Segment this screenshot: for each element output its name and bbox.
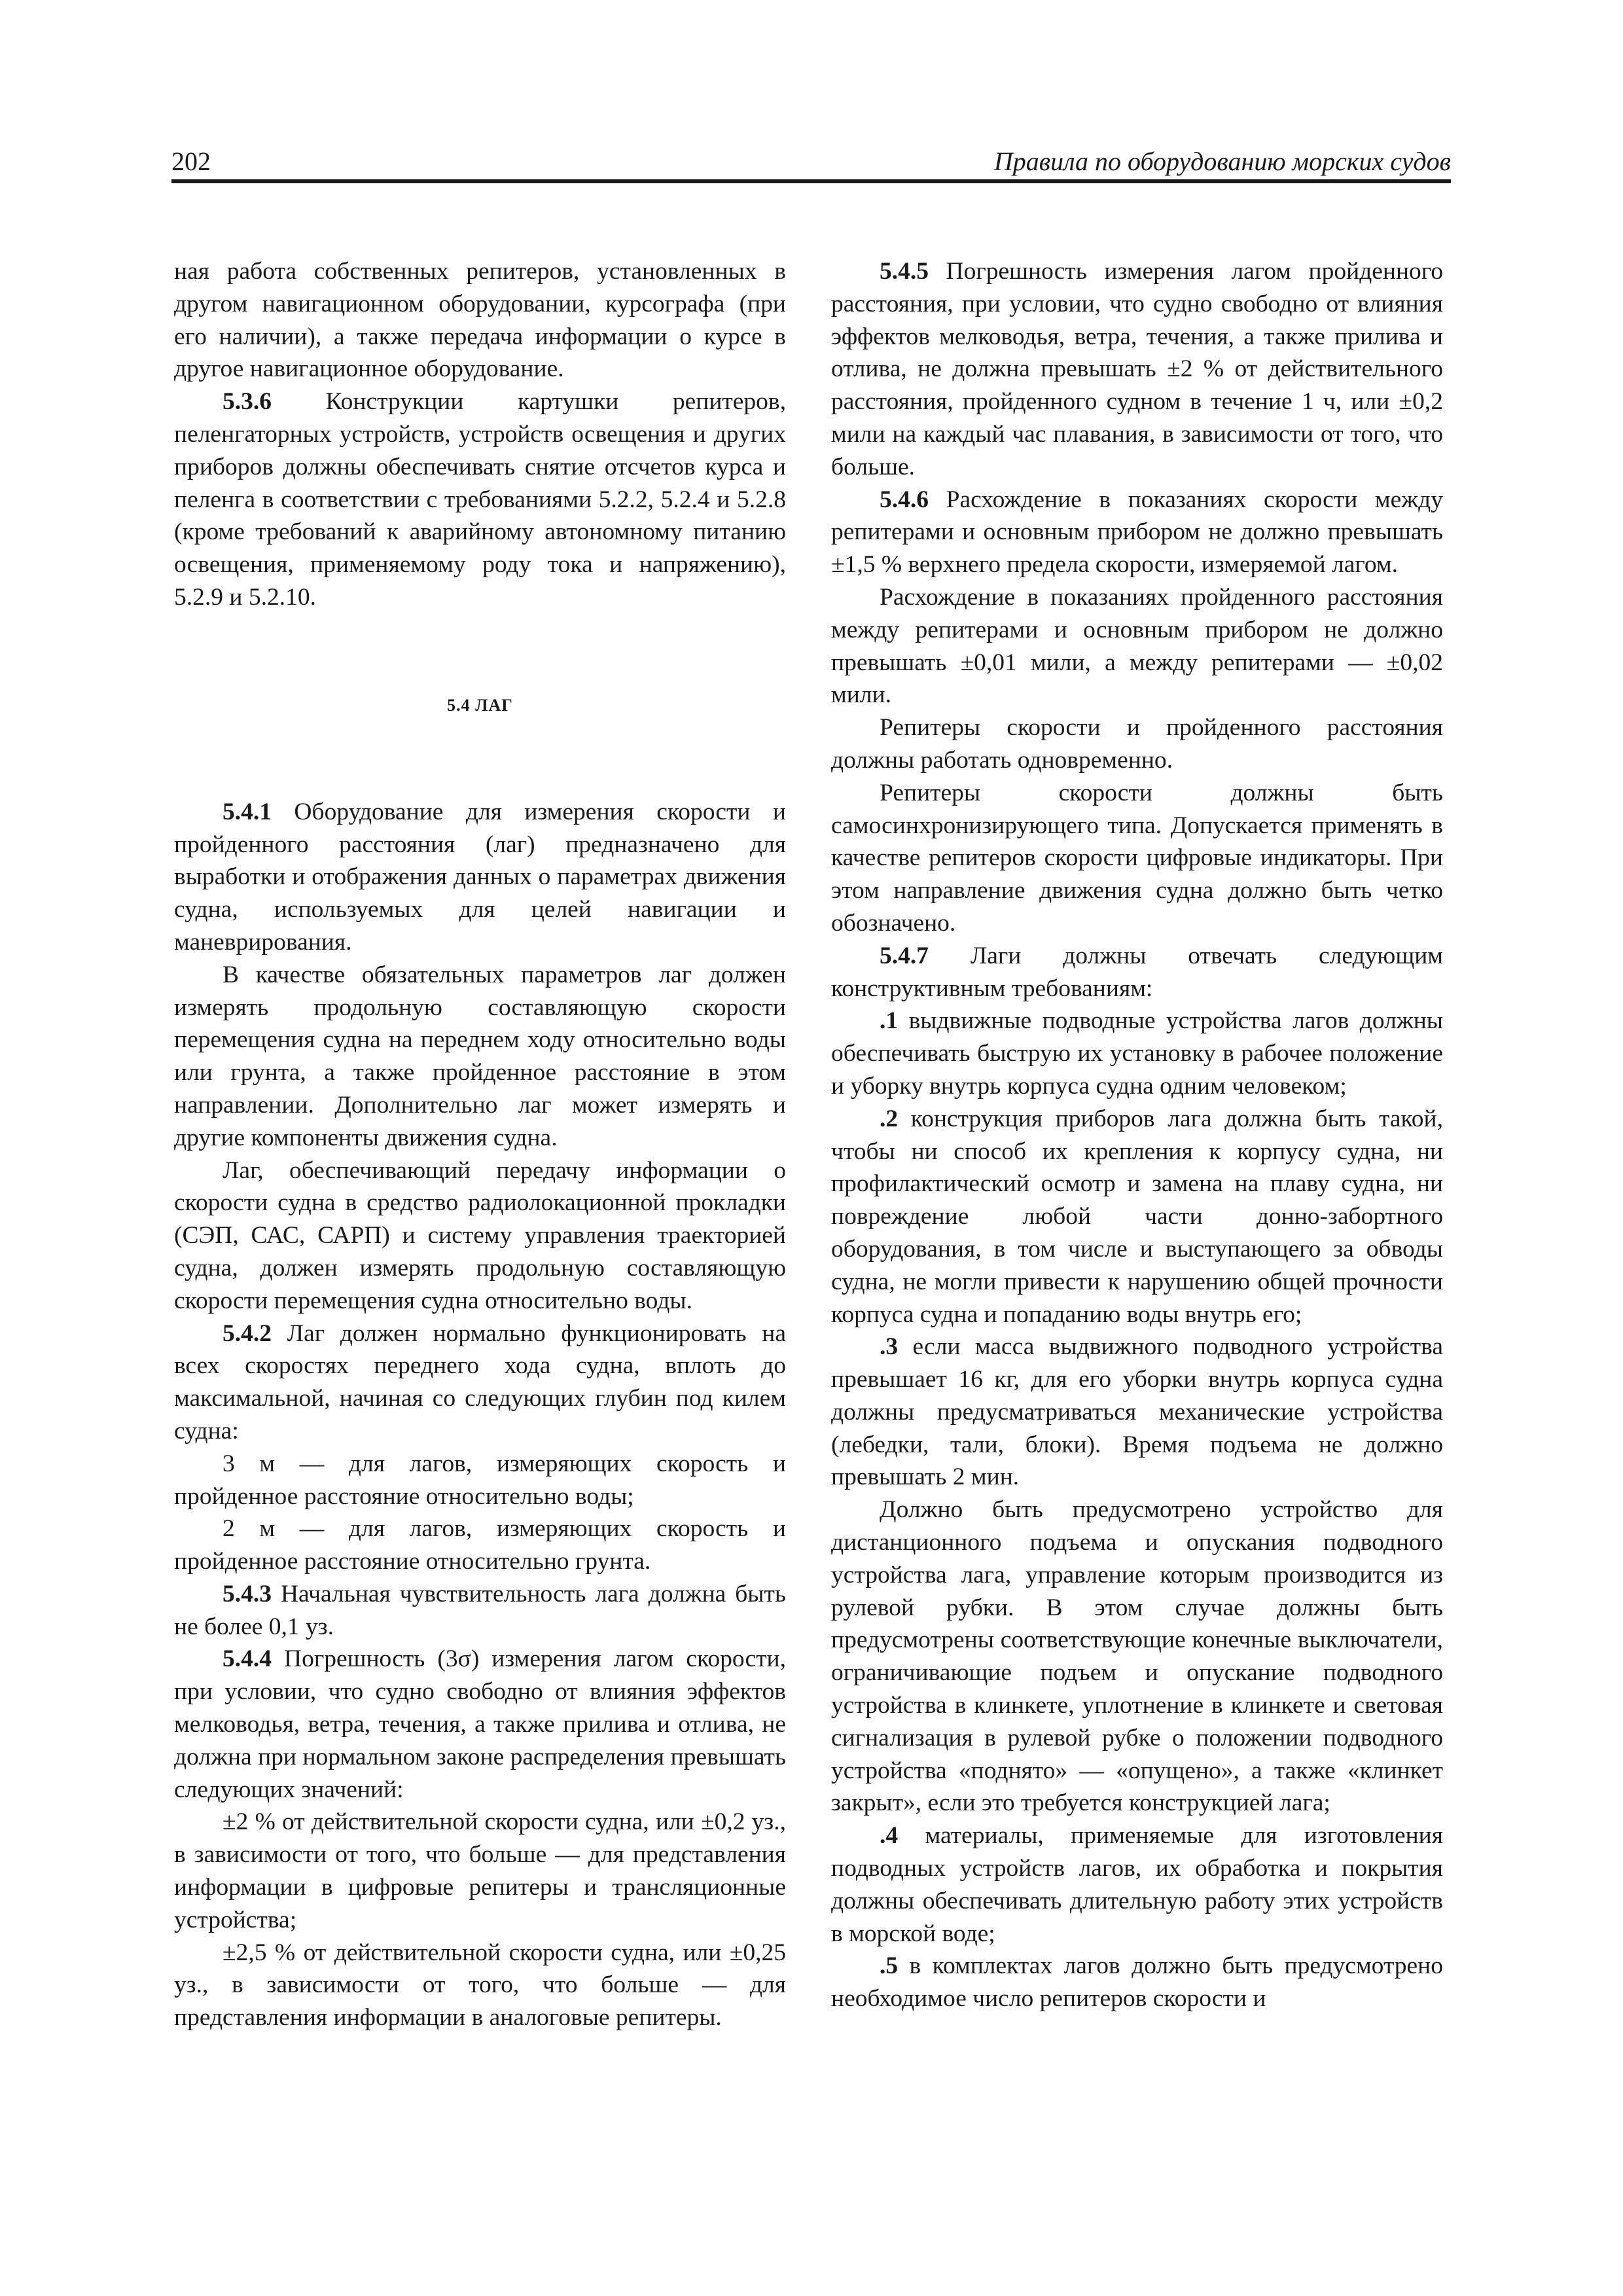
section-heading: 5.4 ЛАГ <box>447 695 513 715</box>
clause-5-4-6 <box>831 484 1443 581</box>
clause-number: 5.4.2 <box>223 1319 272 1347</box>
clause-text: Начальная чувствительность лага должна быть не более 0,1 уз. <box>174 1580 786 1640</box>
clause-text: Погрешность измерения лагом пройденного расстояния, при условии, что судно свободно от влияния эффектов мелководья, ветра, течения, а также прилива и отлива, не должна превышать ±2 % от действительного расстояния, пройденного судном в течение 1 ч, или ±0,2 мили на каждый час плавания, в зависимости от того, что больше. <box>831 258 1443 480</box>
paragraph: ±2 % от действительной скорости судна, или ±0,2 уз., в зависимости от того, что больше — для представления информации в цифровые репитеры и трансляционные устройства; <box>174 1808 786 1933</box>
item-number: .4 <box>880 1822 899 1850</box>
list-item-4 <box>831 1820 1443 1950</box>
clause-number: 5.4.5 <box>880 258 929 285</box>
item-text: если масса выдвижного подводного устройства превышает 16 кг, для его уборки внутрь корпуса судна должны предусматриваться механические устройства (лебедки, тали, блоки). Время подъема не должно превышать 2 мин. <box>831 1333 1443 1491</box>
item-text: материалы, применяемые для изготовления подводных устройств лагов, их обработка и покрытия должны обеспечивать длительную работу этих устройств в морской воде; <box>831 1822 1443 1947</box>
page-header <box>171 143 1451 183</box>
clause-text: Погрешность (3σ) измерения лагом скорости, при условии, что судно свободно от влияния эффектов мелководья, ветра, течения, а также прилива и отлива, не должна при нормальном законе распределения превышать следующих значений: <box>174 1645 786 1803</box>
paragraph: Расхождение в показаниях пройденного расстояния между репитерами и основным прибором не должно превышать ±0,01 мили, а между репитерами — ±0,02 мили. <box>831 583 1443 709</box>
clause-text: Расхождение в показаниях скорости между репитерами и основным прибором не должно превышать ±1,5 % верхнего предела скорости, измеряемой лагом. <box>831 486 1443 579</box>
list-item-1 <box>831 1005 1443 1102</box>
paragraph: 2 м — для лагов, измеряющих скорость и пройденное расстояние относительно грунта. <box>174 1515 786 1575</box>
clause-number: 5.4.4 <box>223 1645 272 1673</box>
item-number: .3 <box>880 1333 899 1361</box>
clause-5-4-1 <box>174 796 786 959</box>
clause-number: 5.4.1 <box>223 798 272 825</box>
clause-text: Оборудование для измерения скорости и пройденного расстояния (лаг) предназначено для выработки и отображения данных о параметрах движения судна, используемых для целей навигации и маневрирования. <box>174 798 786 956</box>
clause-number: 5.4.6 <box>880 486 929 513</box>
item-number: .5 <box>880 1952 899 1980</box>
item-number: .1 <box>880 1007 899 1035</box>
clause-number: 5.4.3 <box>223 1580 272 1607</box>
paragraph: ±2,5 % от действительной скорости судна, или ±0,25 уз., в зависимости от того, что больше — для представления информации в аналоговые репитеры. <box>174 1939 786 2032</box>
clause-5-4-5 <box>831 255 1443 484</box>
clause-5-4-2 <box>174 1318 786 1448</box>
paragraph: В качестве обязательных параметров лаг должен измерять продольную составляющую скорости перемещения судна на переднем ходу относительно воды или грунта, а также пройденное расстояние в этом направлении. Дополнительно лаг может измерять и другие компоненты движения судна. <box>174 961 786 1151</box>
clause-text: Лаги должны отвечать следующим конструктивным требованиям: <box>831 942 1443 1002</box>
clause-5-3-6 <box>174 386 786 614</box>
clause-number: 5.4.7 <box>880 942 929 969</box>
item-text: выдвижные подводные устройства лагов должны обеспечивать быструю их установку в рабочее положение и уборку внутрь корпуса судна одним человеком; <box>831 1007 1443 1100</box>
paragraph: ная работа собственных репитеров, установленных в другом навигационном оборудовании, курсографа (при его наличии), а также передача информации о курсе в другое навигационное оборудование. <box>174 258 786 383</box>
page-number: 202 <box>171 147 211 176</box>
left-column <box>174 255 786 2034</box>
paragraph: 3 м — для лагов, измеряющих скорость и пройденное расстояние относительно воды; <box>174 1450 786 1510</box>
paragraph: Репитеры скорости должны быть самосинхронизирующего типа. Допускается применять в качестве репитеров скорости цифровые индикаторы. При этом направление движения судна должно быть четко обозначено. <box>831 779 1443 937</box>
clause-5-4-7 <box>831 940 1443 1005</box>
item-text: конструкция приборов лага должна быть такой, чтобы ни способ их крепления к корпусу судна, ни профилактический осмотр и замена на плаву судна, ни повреждение любой части донно-забортного оборудования, в том числе и выступающего за обводы судна, не могли привести к нарушению общей прочности корпуса судна и попаданию воды внутрь его; <box>831 1105 1443 1328</box>
clause-number: 5.3.6 <box>223 388 272 416</box>
clause-text: Лаг должен нормально функционировать на всех скоростях переднего хода судна, вплоть до максимальной, начиная со следующих глубин под килем судна: <box>174 1319 786 1444</box>
paragraph: Репитеры скорости и пройденного расстояния должны работать одновременно. <box>831 714 1443 774</box>
clause-5-4-4 <box>174 1643 786 1806</box>
item-text: в комплектах лагов должно быть предусмотрено необходимое число репитеров скорости и <box>831 1952 1443 2013</box>
paragraph: Лаг, обеспечивающий передачу информации о скорости судна в средство радиолокационной прокладки (СЭП, САС, САРП) и систему управления траекторией судна, должен измерять продольную составляющую скорости перемещения судна относительно воды. <box>174 1157 786 1314</box>
right-column <box>831 255 1443 2015</box>
paragraph: Должно быть предусмотрено устройство для дистанционного подъема и опускания подводного устройства лага, управление которым производится из рулевой рубки. В этом случае должны быть предусмотрены соответствующие конечные выключатели, ограничивающие подъем и опускание подводного устройства в клинкете, уплотнение в клинкете и световая сигнализация в рулевой рубке о положении подводного устройства «поднято» — «опущено», а также «клинкет закрыт», если это требуется конструкцией лага; <box>831 1496 1443 1817</box>
list-item-5 <box>831 1950 1443 2015</box>
list-item-2 <box>831 1103 1443 1331</box>
list-item-3 <box>831 1331 1443 1494</box>
running-title: Правила по оборудованию морских судов <box>993 147 1451 176</box>
clause-text: Конструкции картушки репитеров, пеленгаторных устройств, устройств освещения и других приборов должны обеспечивать снятие отсчетов курса и пеленга в соответствии с требованиями 5.2.2, 5.2.4 и 5.2.8 (кроме требований к аварийному автономному питанию освещения, применяемому роду тока и напряжению), 5.2.9 и 5.2.10. <box>174 388 786 611</box>
item-number: .2 <box>880 1105 899 1132</box>
clause-5-4-3 <box>174 1578 786 1643</box>
